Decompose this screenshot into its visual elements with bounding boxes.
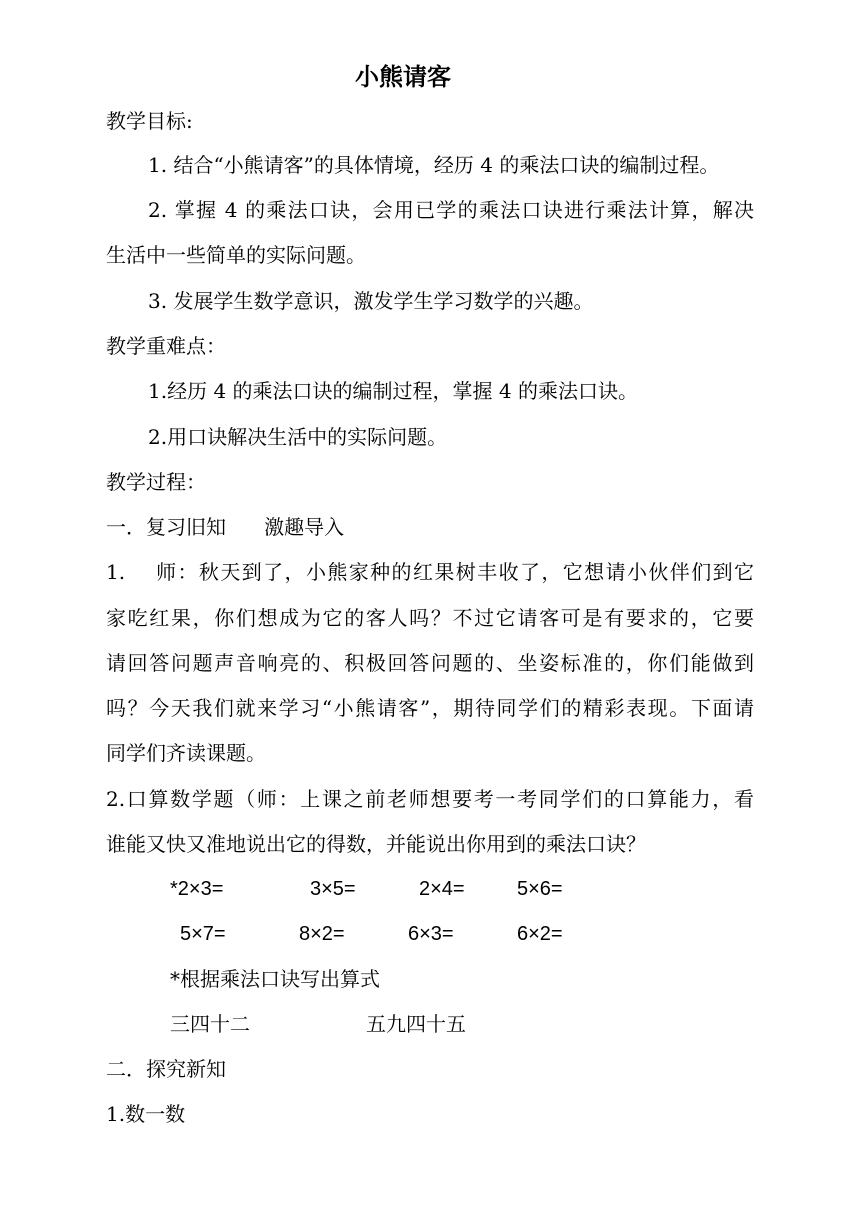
paragraph-1-line-4: 吗？今天我们就来学习“小熊请客”，期待同学们的精彩表现。下面请 xyxy=(106,696,754,720)
exercise: 8×2= xyxy=(299,923,345,945)
exercise: 6×3= xyxy=(408,923,454,945)
process-heading: 教学过程： xyxy=(106,470,206,494)
goal-1: 1. 结合“小熊请客”的具体情境，经历 4 的乘法口诀的编制过程。 xyxy=(148,153,720,177)
document-title: 小熊请客 xyxy=(355,62,451,91)
keypoint-2: 2.用口诀解决生活中的实际问题。 xyxy=(148,425,448,449)
exercise: 5×7= xyxy=(180,923,226,945)
part-1-heading: 一．复习旧知 激趣导入 xyxy=(106,515,345,539)
exercise: 6×2= xyxy=(517,923,563,945)
part-2-heading: 二．探究新知 xyxy=(106,1057,226,1081)
formula: 三四十二 xyxy=(170,1012,250,1036)
goals-heading: 教学目标: xyxy=(106,109,193,133)
goal-2-line-2: 生活中一些简单的实际问题。 xyxy=(106,243,366,267)
paragraph-1-line-1: 1. 师：秋天到了，小熊家种的红果树丰收了，它想请小伙伴们到它 xyxy=(106,560,754,584)
paragraph-1-line-5: 同学们齐读课题。 xyxy=(106,741,266,765)
paragraph-2-line-2: 谁能又快又准地说出它的得数，并能说出你用到的乘法口诀？ xyxy=(106,832,646,856)
goal-2-line-1: 2. 掌握 4 的乘法口诀，会用已学的乘法口诀进行乘法计算，解决 xyxy=(148,198,754,222)
keypoints-heading: 教学重难点： xyxy=(106,334,226,358)
paragraph-1-line-3: 请回答问题声音响亮的、积极回答问题的、坐姿标准的，你们能做到 xyxy=(106,651,754,675)
exercise: *2×3= xyxy=(170,878,224,900)
count-heading: 1.数一数 xyxy=(106,1102,186,1126)
exercise: 5×6= xyxy=(517,878,563,900)
formula: 五九四十五 xyxy=(366,1012,466,1036)
goal-3: 3. 发展学生数学意识，激发学生学习数学的兴趣。 xyxy=(148,289,594,313)
exercise: 3×5= xyxy=(310,878,356,900)
exercise: 2×4= xyxy=(419,878,465,900)
formula-prompt: *根据乘法口诀写出算式 xyxy=(170,967,380,991)
keypoint-1: 1.经历 4 的乘法口诀的编制过程，掌握 4 的乘法口诀。 xyxy=(148,379,638,403)
paragraph-2-line-1: 2.口算数学题（师：上课之前老师想要考一考同学们的口算能力，看 xyxy=(106,787,754,811)
paragraph-1-line-2: 家吃红果，你们想成为它的客人吗？不过它请客可是有要求的，它要 xyxy=(106,606,754,630)
